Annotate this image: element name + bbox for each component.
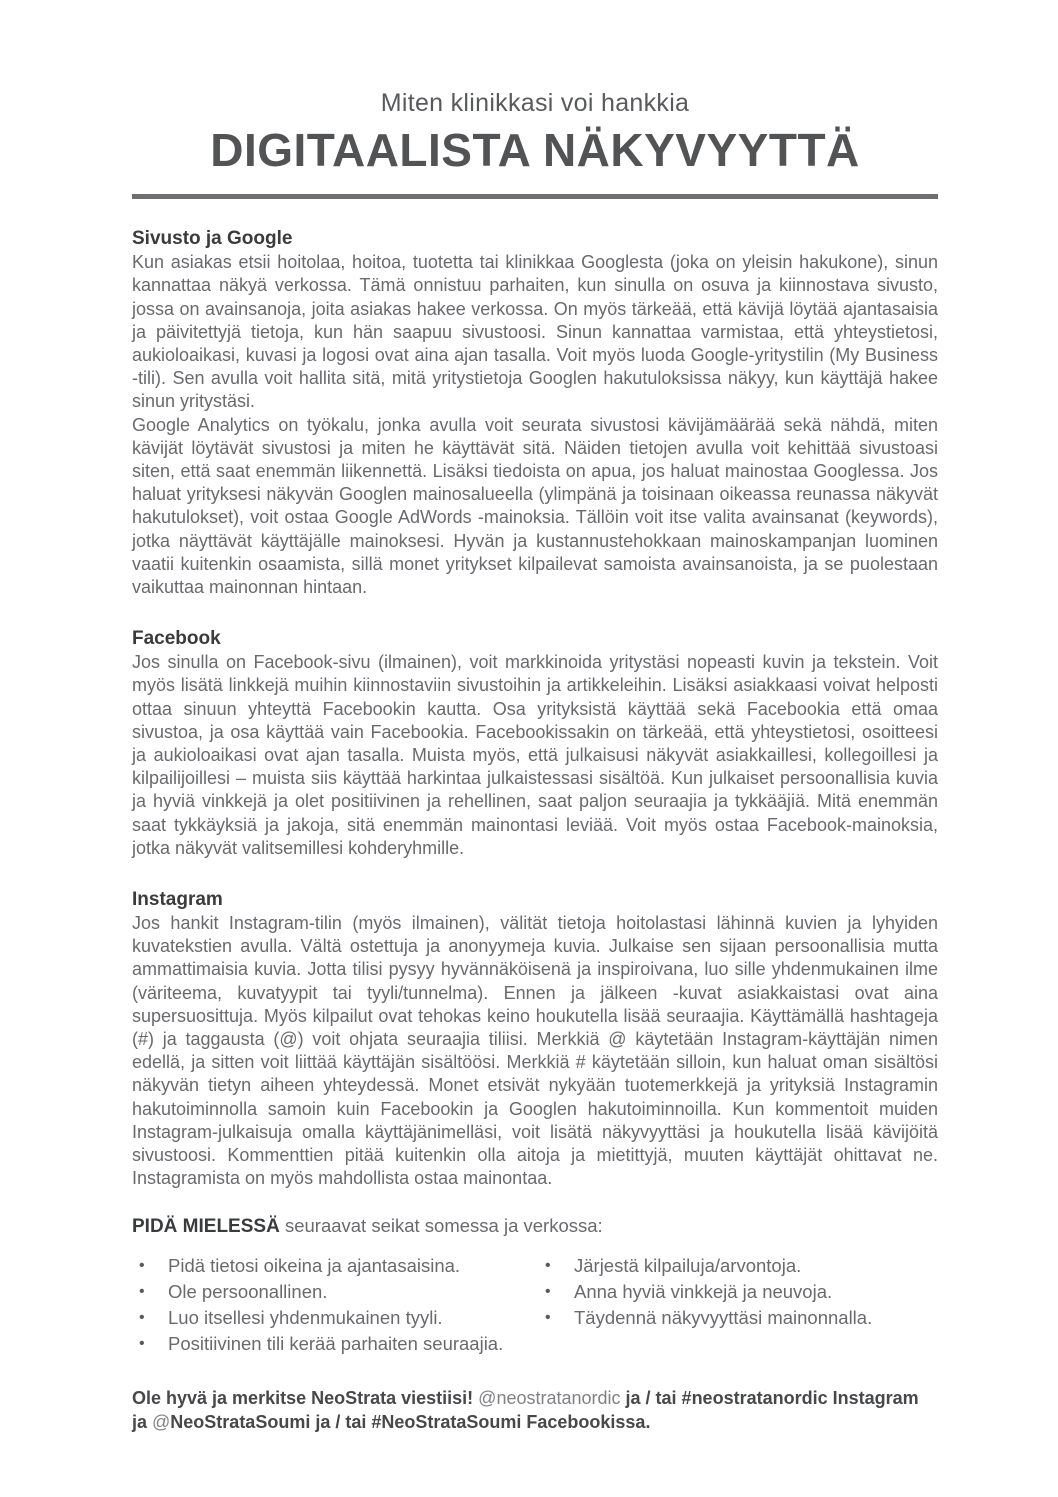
section-heading: Instagram bbox=[132, 888, 223, 910]
section-heading: Facebook bbox=[132, 628, 221, 650]
bullet-item: • Ole persoonallinen. bbox=[132, 1279, 538, 1305]
keep-in-mind-heading-rest: seuraavat seikat somessa ja verkossa: bbox=[279, 1215, 603, 1237]
keep-in-mind-heading bbox=[132, 1214, 938, 1239]
bullet-list-left bbox=[132, 1253, 538, 1357]
footer-segment: NeoStrataSoumi ja / tai #NeoStrataSoumi Facebookissa. bbox=[170, 1411, 651, 1432]
section-paragraph: Google Analytics on työkalu, jonka avulla voit seurata sivustosi kävijämäärää sekä nähdä, miten kävijät löytävät sivustosi ja miten he käyttävät sitä. Näiden tietojen avulla voit kehittää sivustoasi siten, että saat enemmän liikennettä. Lisäksi tiedoista on apua, jos haluat mainostaa Googlessa. Jos haluat yrityksesi näkyvän Googlen mainosalueella (ylimpänä ja toisinaan oikeassa reunassa näkyvät hakutulokset), voit ostaa Google AdWords -mainoksia. Tällöin voit itse valita avainsanat (keywords), jotka näyttävät käyttäjälle mainoksesi. Hyvän ja kustannustehokkaan mainoskampanjan luominen vaatii kuitenkin osaamista, sillä monet yritykset kilpailevat samoista avainsanoista, ja se puolestaan vaikuttaa mainonnan hintaan. bbox=[132, 414, 938, 597]
footer-segment: Ole hyvä ja merkitse NeoStrata viestiisi! bbox=[132, 1388, 479, 1409]
bullet-item: • Anna hyviä vinkkejä ja neuvoja. bbox=[538, 1279, 938, 1305]
bullet-item: • Luo itsellesi yhdenmukainen tyyli. bbox=[132, 1305, 538, 1331]
bullet-item: • Järjestä kilpailuja/arvontoja. bbox=[538, 1253, 938, 1279]
bullet-list-right bbox=[538, 1253, 938, 1357]
bullet-item: • Pidä tietosi oikeina ja ajantasaisina. bbox=[132, 1253, 538, 1279]
section-facebook bbox=[132, 626, 938, 860]
document-header bbox=[132, 88, 938, 199]
section-keep-in-mind bbox=[132, 1214, 938, 1357]
title-divider-rule bbox=[132, 194, 938, 199]
section-instagram bbox=[132, 887, 938, 1190]
footer-segment: ja / tai #neostratanordic Instagram ja bbox=[132, 1388, 919, 1432]
section-sivusto-ja-google bbox=[132, 226, 938, 599]
bullet-item: • Positiivinen tili kerää parhaiten seuraajia. bbox=[132, 1331, 538, 1357]
footer-note bbox=[132, 1387, 938, 1434]
bullet-item: • Täydennä näkyvyyttäsi mainonnalla. bbox=[538, 1305, 938, 1331]
bullet-columns bbox=[132, 1253, 938, 1357]
footer-segment-at-sign: @ bbox=[152, 1411, 171, 1432]
page-subtitle: Miten klinikkasi voi hankkia bbox=[380, 89, 690, 117]
section-paragraph: Jos hankit Instagram-tilin (myös ilmainen), välität tietoja hoitolastasi lähinnä kuvien ja lyhyiden kuvatekstien avulla. Vältä ostettuja ja anonyymeja kuvia. Julkaise sen sijaan persoonallisia mutta ammattimaisia kuvia. Jotta tilisi pysyy hyvännäköisenä ja inspiroivana, luo sille yhdenmukainen ilme (väriteema, kuvatyypit tai tyyli/tunnelma). Ennen ja jälkeen -kuvat asiakkaistasi ovat aina supersuosittuja. Myös kilpailut ovat tehokas keino houkutella lisää seuraajia. Käyttämällä hashtageja (#) ja taggausta (@) voit ohjata seuraajia tiliisi. Merkkiä @ käytetään Instagram-käyttäjän nimen edellä, ja sitten voit liittää käyttäjän sisältöösi. Merkkiä # käytetään silloin, kun haluat oman sisältösi näkyvän tietyn aiheen yhteydessä. Monet etsivät nykyään tuotemerkkejä ja yrityksiä Instagramin hakutoiminnolla samoin kuin Facebookin ja Googlen hakutoiminnoilla. Kun kommentoit muiden Instagram-julkaisuja omalla käyttäjänimelläsi, voit lisätä näkyvyyttäsi ja houkutella lisää kävijöitä sivustoosi. Kommenttien pitää kuitenkin olla aitoja ja mietittyjä, muuten käyttäjät ohittavat ne. Instagramista on myös mahdollista ostaa mainontaa. bbox=[132, 912, 938, 1189]
keep-in-mind-heading-bold: PIDÄ MIELESSÄ bbox=[132, 1216, 280, 1238]
section-heading: Sivusto ja Google bbox=[132, 228, 293, 250]
section-paragraph: Jos sinulla on Facebook-sivu (ilmainen), voit markkinoida yritystäsi nopeasti kuvin ja tekstein. Voit myös lisätä linkkejä muihin kiinnostaviin sivustoihin ja artikkeleihin. Lisäksi asiakkaasi voivat helposti ottaa sinuun yhteyttä Facebookin kautta. Osa yrityksistä käyttää sekä Facebookia että omaa sivustoa, ja osa käyttää vain Facebookia. Facebookissakin on tärkeää, että yhteystietosi, osoitteesi ja aukioloaikasi ovat ajan tasalla. Muista myös, että julkaisusi näkyvät asiakkaillesi, kollegoillesi ja kilpailijoillesi – muista siis käyttää harkintaa julkaistessasi sisältöä. Kun julkaiset persoonallisia kuvia ja hyviä vinkkejä ja olet positiivinen ja rehellinen, saat paljon seuraajia ja tykkääjiä. Mitä enemmän saat tykkäyksiä ja jakoja, sitä enemmän mainontasi leviää. Voit myös ostaa Facebook-mainoksia, jotka näkyvät valitsemillesi kohderyhmille. bbox=[132, 652, 938, 858]
footer-segment-handle: @neostratanordic bbox=[478, 1388, 621, 1409]
page-title: DIGITAALISTA NÄKYVYYTTÄ bbox=[210, 124, 860, 176]
section-paragraph: Kun asiakas etsii hoitolaa, hoitoa, tuotetta tai klinikkaa Googlesta (joka on yleisin hakukone), sinun kannattaa näkyä verkossa. Tämä onnistuu parhaiten, kun sinulla on osuva ja kiinnostava sivusto, jossa on avainsanoja, joita asiakas hakee verkossa. On myös tärkeää, että kävijä löytää ajantasaisia ja päivitettyjä tietoja, kun hän saapuu sivustoosi. Sinun kannattaa varmistaa, että yhteystietosi, aukioloaikasi, kuvasi ja logosi ovat aina ajan tasalla. Voit myös luoda Google-yritystilin (My Business -tili). Sen avulla voit hallita sitä, mitä yritystietoja Googlen hakutuloksissa näkyy, kun käyttäjä hakee sinun yritystäsi. bbox=[132, 252, 938, 412]
